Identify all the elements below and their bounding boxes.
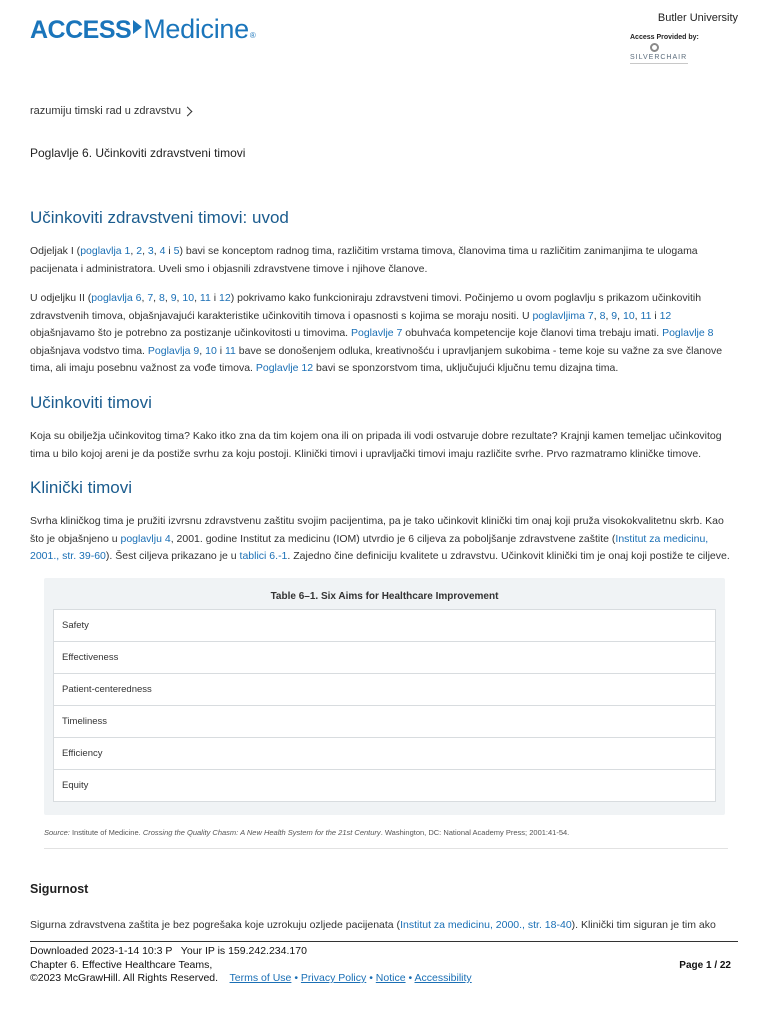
link-iom-2000[interactable]: Institut za medicinu, 2000., str. 18-40: [400, 919, 572, 931]
access-provider-block: [628, 12, 738, 61]
accessmedicine-logo[interactable]: [30, 14, 256, 45]
link-chapter-9-decisions[interactable]: Poglavlja 9: [147, 344, 200, 357]
section-heading-effective-teams: Učinkoviti timovi: [30, 393, 152, 412]
table-title: Table 6–1. Six Aims for Healthcare Improvement: [270, 591, 499, 602]
logo-registered-mark: ®: [249, 31, 256, 40]
link-chapter-9[interactable]: 9: [170, 292, 177, 304]
table-row: Safety: [53, 609, 716, 642]
silverchair-logo-divider: [630, 63, 688, 64]
section-heading-clinical-teams: Klinički timovi: [30, 478, 133, 497]
chapter-title: Poglavlje 6. Učinkoviti zdravstveni timovi: [30, 146, 246, 160]
chevron-right-icon: [183, 106, 193, 116]
table-row: Equity: [53, 769, 716, 802]
table-row: Effectiveness: [53, 641, 716, 674]
table-source-note: Source: Institute of Medicine. Crossing the Quality Chasm: A New Health System for the 21st Century. Washington, DC: National Academy Press; 2001:41-54.: [44, 828, 570, 837]
notice-link[interactable]: Notice: [375, 972, 406, 984]
link-chapter-8-leadership[interactable]: Poglavlje 8: [662, 327, 714, 339]
table-row: Timeliness: [53, 705, 716, 738]
section-divider: [44, 848, 728, 849]
terms-of-use-link[interactable]: Terms of Use: [229, 972, 292, 984]
link-chapter-10-creativity[interactable]: 10: [205, 344, 217, 357]
logo-arrow-icon: [133, 20, 142, 34]
link-chapters-8[interactable]: 8: [599, 309, 606, 322]
breadcrumb-label[interactable]: razumiju timski rad u zdravstvu: [30, 105, 181, 117]
access-provided-by-label: Access Provided by:: [630, 34, 699, 41]
logo-access-text: ACCESS: [30, 16, 132, 44]
page-header: [0, 0, 768, 90]
silverchair-logo-text: SILVERCHAIR: [630, 54, 688, 61]
silverchair-logo-icon: [650, 43, 659, 52]
institution-name: Butler University: [657, 12, 738, 24]
breadcrumb[interactable]: [30, 105, 191, 117]
download-info: Downloaded 2023-1-14 10:3 P Your IP is 159.242.234.170: [30, 945, 307, 957]
link-chapter-5[interactable]: 5: [173, 245, 180, 257]
link-chapters-11[interactable]: 11: [640, 309, 652, 322]
page-number: Page 1 / 22: [679, 960, 731, 971]
section-heading-intro: Učinkoviti zdravstveni timovi: uvod: [30, 208, 289, 227]
logo-medicine-text: Medicine: [143, 14, 249, 44]
copyright-notice: ©2023 McGrawHill. All Rights Reserved.: [30, 972, 219, 984]
link-chapter-8[interactable]: 8: [159, 292, 165, 304]
link-chapter-11[interactable]: 11: [199, 292, 211, 304]
link-chapters-9[interactable]: 9: [611, 309, 618, 322]
link-chapters-7[interactable]: poglavljima 7: [532, 309, 594, 322]
link-iom-2001[interactable]: Institut za medicinu, 2001., str. 39-60: [30, 532, 709, 562]
link-chapter-1[interactable]: poglavlja 1: [80, 245, 131, 257]
table-row: Patient-centeredness: [53, 673, 716, 706]
paragraph-clinical-teams: Svrha kliničkog tima je pružiti izvrsnu zdravstvenu zaštitu svojim pacijentima, pa je tako učinkovit klinički tim onaj koji pruža visokokvalitetnu skrb. Kao što je objašnjeno u poglavlju 4, 2001. godine Institut za medicinu (IOM) utvrdio je 6 ciljeva za poboljšanje zdravstvene zaštite (Institut za medicinu, 2001., str. 39-60). Šest ciljeva prikazano je u tablici 6.-1. Zajedno čine definiciju kvalitete u zdravstvu. Učinkovit klinički tim je onaj koji postiže te ciljeve.: [30, 515, 730, 562]
table-six-aims: [44, 578, 725, 815]
paragraph-intro-1: Odjeljak I (poglavlja 1, 2, 3, 4 i 5) bavi se konceptom radnog tima, različitim vrstama timova, članovima tima u različitim zanimanjima te ulogama pacijenata i administratora. Uveli smo i objasnili zdravstvene timove i njihove članove.: [30, 245, 698, 275]
link-chapter-12[interactable]: 12: [219, 292, 231, 304]
paragraph-safety: Sigurna zdravstvena zaštita je bez pogrešaka koje uzrokuju ozljede pacijenata (Institut za medicinu, 2000., str. 18-40). Klinički tim siguran je tim ako: [30, 919, 716, 931]
link-chapters-10[interactable]: 10: [622, 309, 635, 322]
footer-links: ©2023 McGrawHill. All Rights Reserved. Terms of Use • Privacy Policy • Notice • Accessibility: [30, 972, 472, 984]
privacy-policy-link[interactable]: Privacy Policy: [300, 972, 367, 984]
link-chapter-2[interactable]: 2: [136, 245, 143, 257]
page-footer: [30, 945, 472, 986]
link-chapter-7[interactable]: 7: [147, 292, 154, 304]
link-chapter-12-sponsorship[interactable]: Poglavlje 12: [255, 362, 314, 374]
footer-divider: [30, 941, 738, 942]
accessibility-link[interactable]: Accessibility: [414, 972, 472, 984]
link-chapter-4-iom[interactable]: poglavlju 4: [120, 532, 171, 545]
link-chapters-12[interactable]: 12: [659, 309, 672, 322]
link-chapter-7-competencies[interactable]: Poglavlje 7: [351, 327, 403, 339]
link-chapter-6[interactable]: poglavlja 6: [91, 292, 142, 304]
link-chapter-11-conflict[interactable]: 11: [224, 344, 236, 357]
link-chapter-3[interactable]: 3: [147, 245, 154, 257]
paragraph-effective-teams: Koja su obilježja učinkovitog tima? Kako itko zna da tim kojem ona ili on pripada ili vodi ostvaruje dobre rezultate? Krajnji kamen temeljac učinkovitog tima u bilo kojoj areni je da postiže svrhu za koju postoji. Klinički timovi i upravljački timovi imaju različite svrhe. Prvo razmatramo kliničke timove.: [30, 430, 722, 460]
link-chapter-10[interactable]: 10: [182, 292, 195, 304]
link-table-6-1[interactable]: tablici 6.-1: [239, 550, 288, 562]
paragraph-intro-2: U odjeljku II (poglavlja 6, 7, 8, 9, 10, 11 i 12) pokrivamo kako funkcioniraju zdravstveni timovi. Počinjemo u ovom poglavlju s prikazom učinkovitih zdravstvenih timova, objašnjavajući karakteristike učinkovitih timova i opasnosti s kojima se moraju nositi. U poglavljima 7, 8, 9, 10, 11 i 12 objašnjavamo što je potrebno za postizanje učinkovitosti u timovima. Poglavlje 7 obuhvaća kompetencije koje članovi tima trebaju imati. Poglavlje 8 objašnjava vodstvo tima. Poglavlja 9, 10 i 11 bave se donošenjem odluka, kreativnošću i upravljanjem sukobima - teme koje su važne za sve članove tima, ali imaju posebnu važnost za vođe timova. Poglavlje 12 bavi se sponzorstvom tima, uključujući ključnu temu dizajna tima.: [30, 292, 723, 374]
link-chapter-4[interactable]: 4: [159, 245, 166, 257]
subsection-heading-safety: Sigurnost: [30, 882, 89, 896]
footer-chapter-title: Chapter 6. Effective Healthcare Teams,: [30, 958, 213, 971]
table-row: Efficiency: [53, 737, 716, 770]
